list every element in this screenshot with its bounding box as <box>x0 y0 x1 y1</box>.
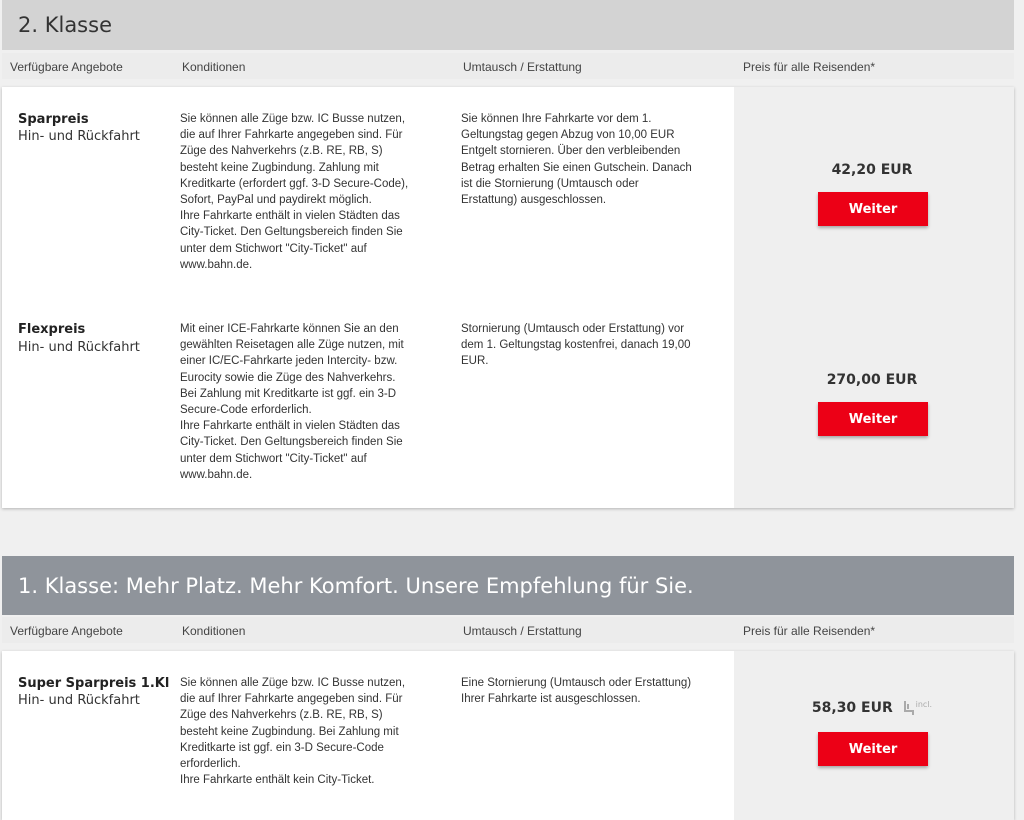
offer-sub-sparpreis: Hin- und Rückfahrt <box>18 129 140 144</box>
price-flexpreis: 270,00 EUR <box>826 372 918 388</box>
column-price: Preis für alle Reisenden* <box>743 60 876 74</box>
second-class-title: 2. Klasse <box>18 13 112 37</box>
column-offers: Verfügbare Angebote <box>10 624 123 638</box>
offer-title-super-sparpreis: Super Sparpreis 1.Kl <box>18 676 170 691</box>
first-class-title: 1. Klasse: Mehr Platz. Mehr Komfort. Unsere Empfehlung für Sie. <box>18 573 694 598</box>
weiter-button-super-sparpreis[interactable]: Weiter <box>818 732 928 766</box>
seat-incl-label: incl. <box>915 700 933 709</box>
price-sparpreis: 42,20 EUR <box>831 162 913 178</box>
column-refund: Umtausch / Erstattung <box>463 624 582 638</box>
offer-title-flexpreis: Flexpreis <box>18 322 86 337</box>
offer-title-sparpreis: Sparpreis <box>18 112 89 127</box>
price-column-bg <box>734 87 1014 508</box>
first-class-header <box>2 556 1014 615</box>
conditions-flexpreis: Mit einer ICE-Fahrkarte können Sie an den gewählten Reisetagen alle Züge nutzen, mit einer IC/EC-Fahrkarte jeden Intercity- bzw. Eurocity sowie die Züge des Nahverkehrs. Bei Zahlung mit Kreditkarte ist ggf. ein 3-D Secure-Code erforderlich. Ihre Fahrkarte enthält in vielen Städten das City-Ticket. Den Geltungsbereich finden Sie unter dem Stichwort "City-Ticket" auf www.bahn.de. <box>180 323 404 481</box>
seat-icon-graphic <box>902 700 916 716</box>
second-class-column-headers <box>2 53 1014 79</box>
column-refund: Umtausch / Erstattung <box>463 60 582 74</box>
weiter-button-flexpreis[interactable]: Weiter <box>818 402 928 436</box>
price-row-super-sparpreis <box>732 700 1012 716</box>
refund-sparpreis: Sie können Ihre Fahrkarte vor dem 1. Geltungstag gegen Abzug von 10,00 EUR Entgelt stornieren. Über den verbleibenden Betrag erhalten Sie einen Gutschein. Danach ist die Stornierung (Umtausch oder Erstattung) ausgeschlossen. <box>461 113 692 207</box>
weiter-button-sparpreis[interactable]: Weiter <box>818 192 928 226</box>
column-conditions: Konditionen <box>182 624 246 638</box>
column-price: Preis für alle Reisenden* <box>743 624 876 638</box>
column-offers: Verfügbare Angebote <box>10 60 123 74</box>
offer-sub-super-sparpreis: Hin- und Rückfahrt <box>18 693 140 708</box>
first-class-column-headers <box>2 617 1014 643</box>
conditions-super-sparpreis: Sie können alle Züge bzw. IC Busse nutzen, die auf Ihrer Fahrkarte angegeben sind. Für Züge des Nahverkehrs (z.B. RE, RB, S) besteht keine Zugbindung. Bei Zahlung mit Kreditkarte ist ggf. ein 3-D Secure-Code erforderlich. Ihre Fahrkarte enthält kein City-Ticket. <box>180 677 406 787</box>
seat-reservation-icon <box>902 700 932 716</box>
refund-flexpreis: Stornierung (Umtausch oder Erstattung) vor dem 1. Geltungstag kostenfrei, danach 19,00 EUR. <box>461 323 691 368</box>
second-class-header <box>2 0 1014 50</box>
refund-super-sparpreis: Eine Stornierung (Umtausch oder Erstattung) Ihrer Fahrkarte ist ausgeschlossen. <box>461 677 692 706</box>
conditions-sparpreis: Sie können alle Züge bzw. IC Busse nutzen, die auf Ihrer Fahrkarte angegeben sind. Für Züge des Nahverkehrs (z.B. RE, RB, S) besteht keine Zugbindung. Zahlung mit Kreditkarte (erfordert ggf. 3-D Secure-Code), Sofort, PayPal und paydirekt möglich. Ihre Fahrkarte enthält in vielen Städten das City-Ticket. Den Geltungsbereich finden Sie unter dem Stichwort "City-Ticket" auf www.bahn.de. <box>180 113 409 271</box>
column-conditions: Konditionen <box>182 60 246 74</box>
offer-sub-flexpreis: Hin- und Rückfahrt <box>18 340 140 355</box>
price-super-sparpreis: 58,30 EUR <box>811 700 893 716</box>
